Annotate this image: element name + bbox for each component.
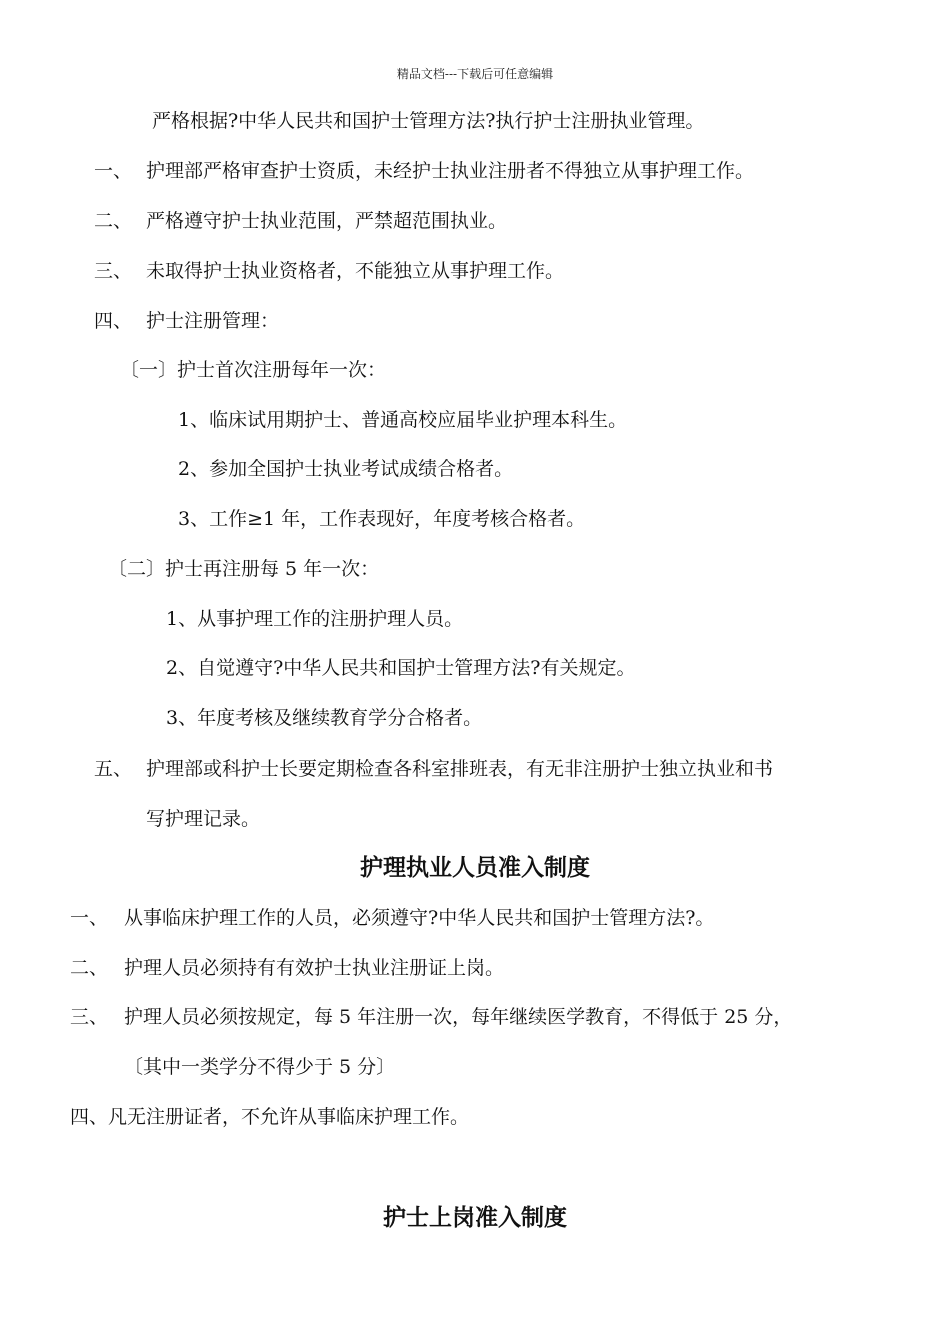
- item-5-line-2: 写护理记录。: [146, 808, 261, 830]
- item-5-marker: 五、: [94, 758, 133, 780]
- s2-item-3-continuation: 〔其中一类学分不得少于 5 分〕: [124, 1056, 396, 1078]
- item-5-line-1: 护理部或科护士长要定期检查各科室排班表，有无非注册护士独立执业和书: [146, 758, 774, 780]
- s2-item-2-text: 护理人员必须持有有效护士执业注册证上岗。: [124, 957, 505, 979]
- item-2-text: 严格遵守护士执业范围，严禁超范围执业。: [146, 210, 508, 232]
- sub2-title: 〔二〕护士再注册每 5 年一次：: [108, 558, 380, 580]
- item-1-text: 护理部严格审查护士资质，未经护士执业注册者不得独立从事护理工作。: [146, 160, 755, 182]
- s2-item-3-marker: 三、: [70, 1006, 109, 1028]
- item-3-marker: 三、: [94, 260, 133, 282]
- item-4-text: 护士注册管理：: [146, 310, 280, 332]
- section-2-title: 护理执业人员准入制度: [360, 854, 590, 881]
- sub2-item-1: 1、从事护理工作的注册护理人员。: [166, 608, 464, 630]
- intro-paragraph: 严格根据?中华人民共和国护士管理方法?执行护士注册执业管理。: [152, 110, 705, 132]
- sub2-item-3: 3、年度考核及继续教育学分合格者。: [166, 707, 483, 729]
- item-1-marker: 一、: [94, 160, 133, 182]
- sub2-item-2: 2、自觉遵守?中华人民共和国护士管理方法?有关规定。: [166, 657, 636, 679]
- header-note: 精品文档---下载后可任意编辑: [396, 67, 554, 81]
- sub1-title: 〔一〕护士首次注册每年一次：: [120, 359, 387, 381]
- s2-item-1-text: 从事临床护理工作的人员，必须遵守?中华人民共和国护士管理方法?。: [124, 907, 715, 929]
- sub1-item-1: 1、临床试用期护士、普通高校应届毕业护理本科生。: [178, 409, 628, 431]
- s2-item-4: 四、凡无注册证者，不允许从事临床护理工作。: [70, 1106, 470, 1128]
- s2-item-3-text: 护理人员必须按规定，每 5 年注册一次，每年继续医学教育，不得低于 25 分，: [124, 1006, 793, 1028]
- item-3-text: 未取得护士执业资格者，不能独立从事护理工作。: [146, 260, 565, 282]
- sub1-item-3: 3、工作≥1 年，工作表现好，年度考核合格者。: [178, 508, 586, 530]
- item-4-marker: 四、: [94, 310, 133, 332]
- section-3-title: 护士上岗准入制度: [383, 1204, 567, 1231]
- s2-item-2-marker: 二、: [70, 957, 109, 979]
- sub1-item-2: 2、参加全国护士执业考试成绩合格者。: [178, 458, 514, 480]
- item-2-marker: 二、: [94, 210, 133, 232]
- s2-item-1-marker: 一、: [70, 907, 109, 929]
